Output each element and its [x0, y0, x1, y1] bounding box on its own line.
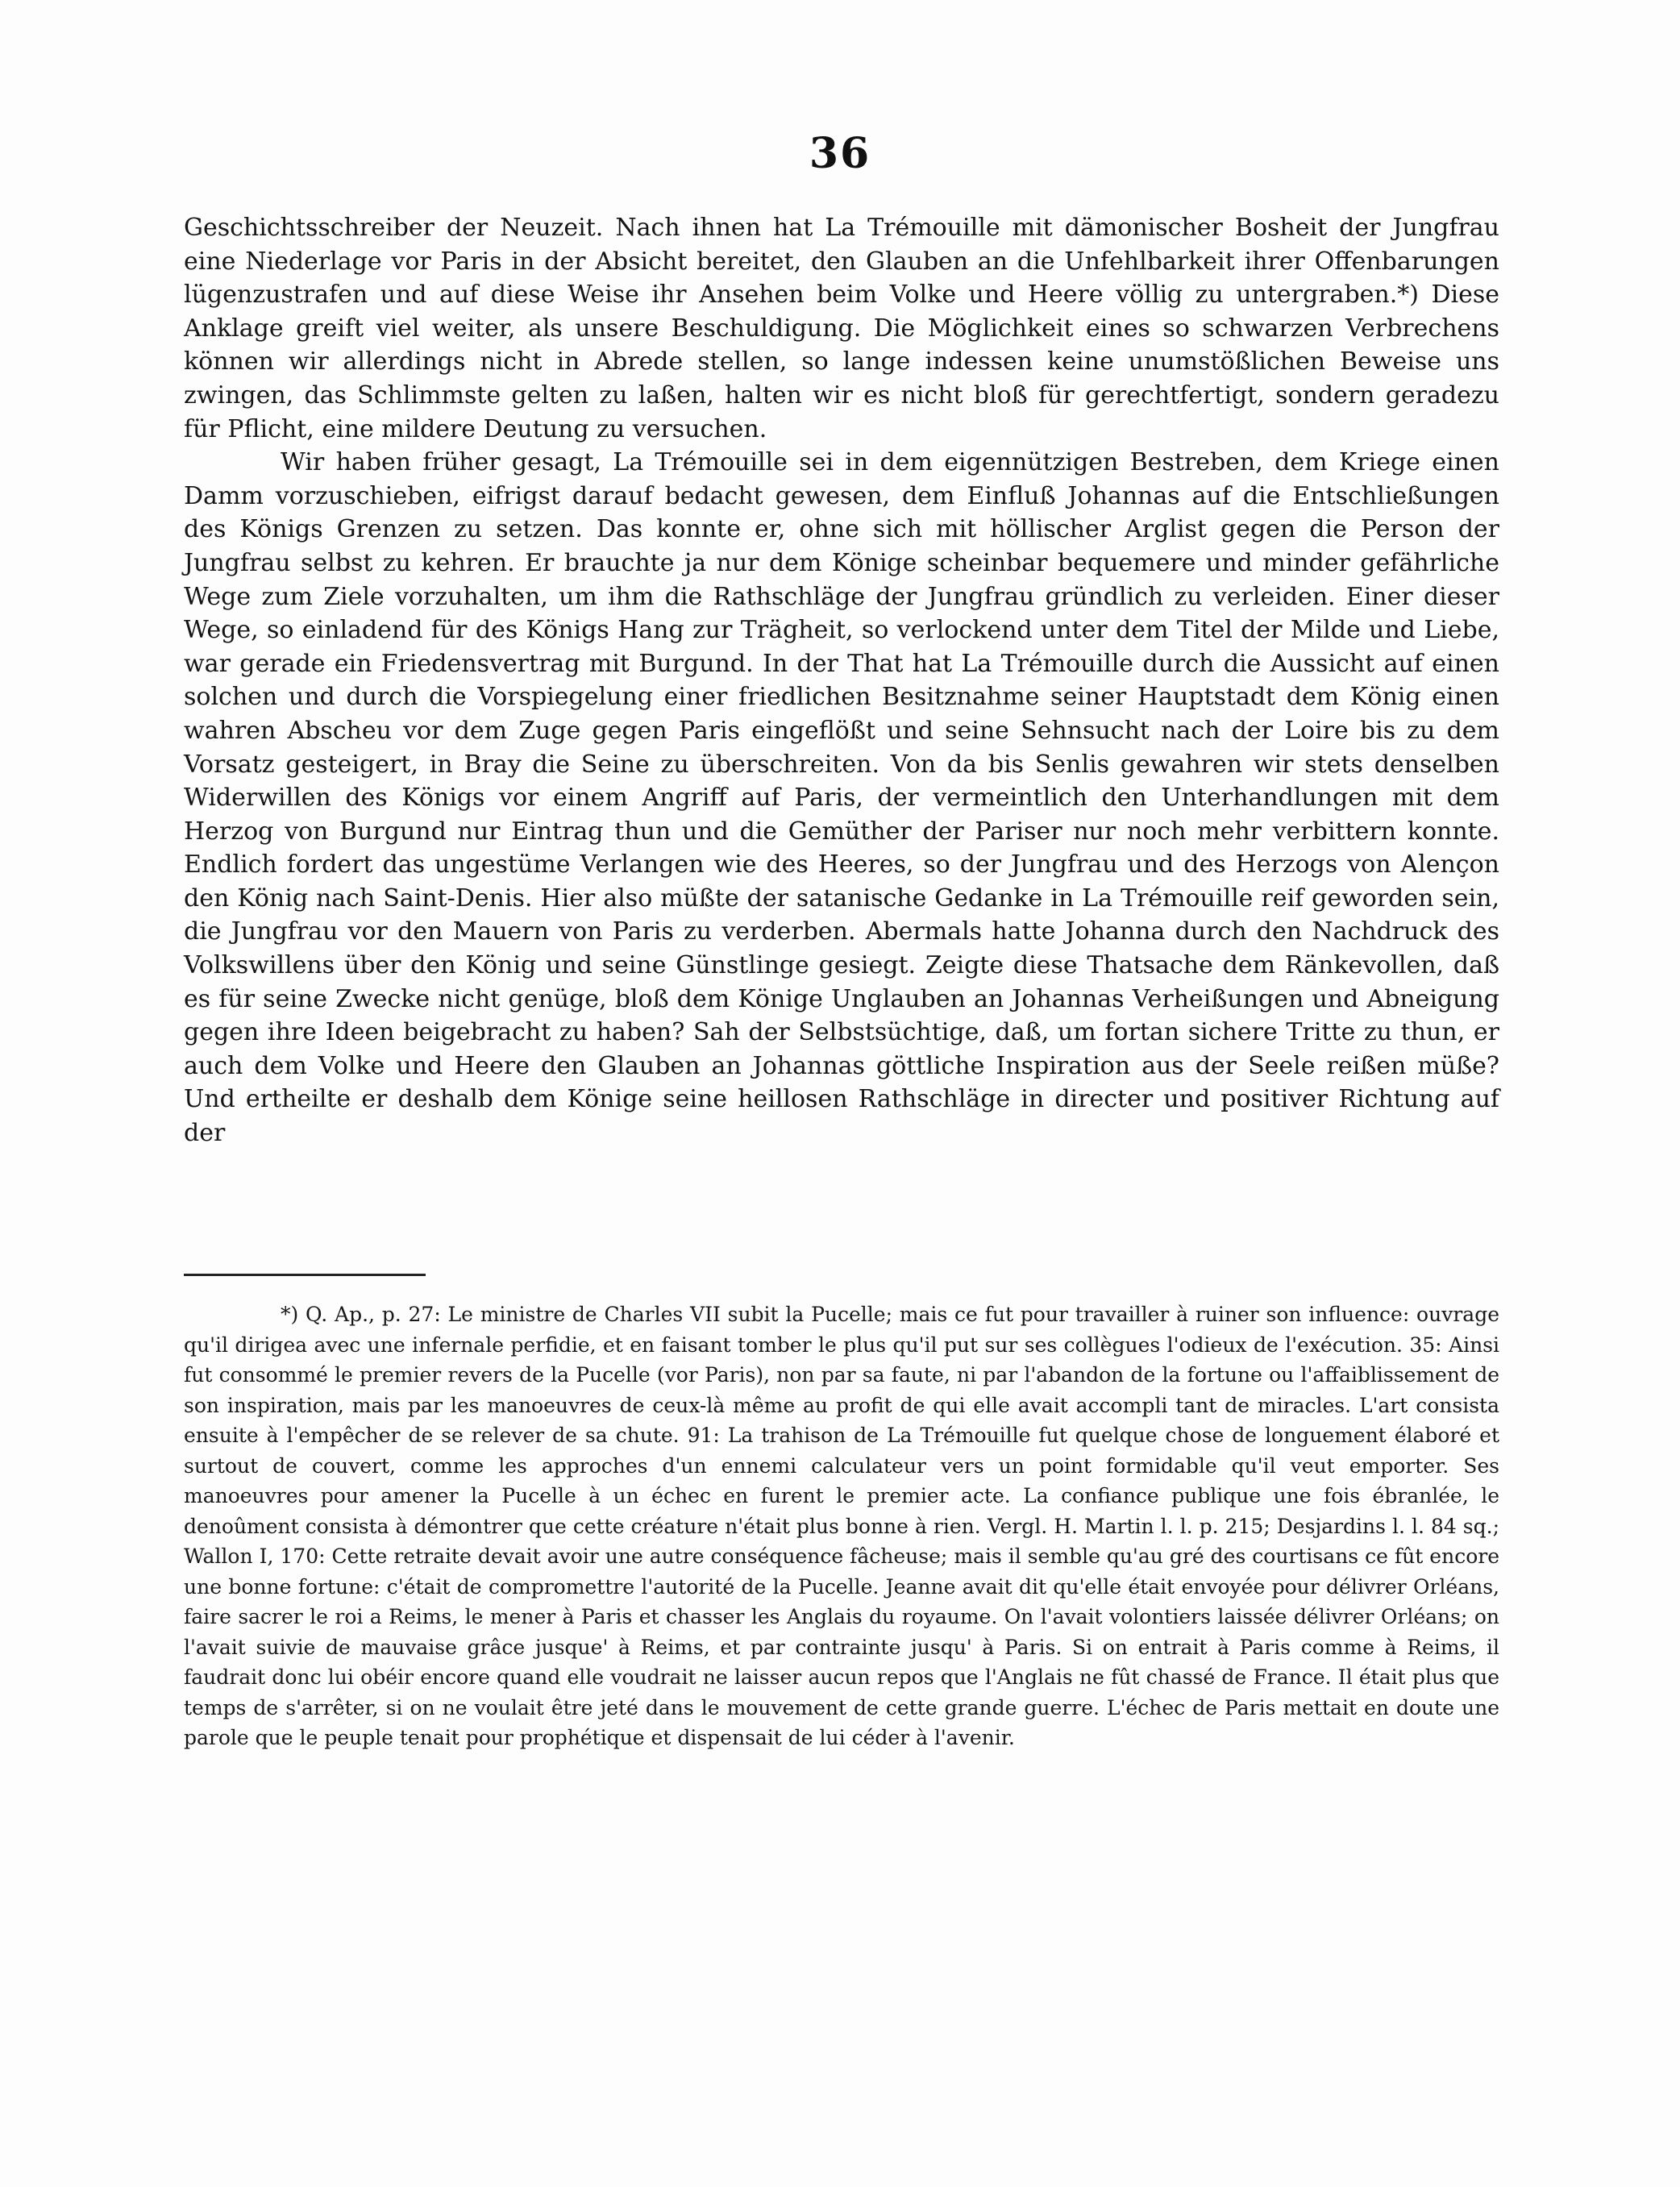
- footnote-text: *) Q. Ap., p. 27: Le ministre de Charles VII subit la Pucelle; mais ce fut pour travailler à ruiner son influence: ouvrage qu'il dirigea avec une infernale perfidie, et en faisant tomber le plus qu'il put sur ses collègues l'odieux de l'exécution. 35: Ainsi fut consommé le premier revers de la Pucelle (vor Paris), non par sa faute, ni par l'abandon de la fortune ou l'affaiblissement de son inspiration, mais par les manoeuvres de ceux-là même au profit de qui elle avait accompli tant de miracles. L'art consista ensuite à l'empêcher de se relever de sa chute. 91: La trahison de La Trémouille fut quelque chose de longuement élaboré et surtout de couvert, comme les approches d'un ennemi calculateur vers un point formidable qu'il veut emporter. Ses manoeuvres pour amener la Pucelle à un échec en furent le premier acte. La confiance publique une fois ébranlée, le denoûment consista à démontrer que cette créature n'était plus bonne à rien. Vergl. H. Martin l. l. p. 215; Desjardins l. l. 84 sq.; Wallon I, 170: Cette retraite devait avoir une autre conséquence fâcheuse; mais il semble qu'au gré des courtisans ce fût encore une bonne fortune: c'était de compromettre l'autorité de la Pucelle. Jeanne avait dit qu'elle était envoyée pour délivrer Orléans, faire sacrer le roi a Reims, le mener à Paris et chasser les Anglais du royaume. On l'avait volontiers laissée délivrer Orléans; on l'avait suivie de mauvaise grâce jusque' à Reims, et par contrainte jusqu' à Paris. Si on entrait à Paris comme à Reims, il faudrait donc lui obéir encore quand elle voudrait ne laisser aucun repos que l'Anglais ne fût chassé de France. Il était plus que temps de s'arrêter, si on ne voulait être jeté dans le mouvement de cette grande guerre. L'échec de Paris mettait en doute une parole que le peuple tenait pour prophétique et dispensait de lui céder à l'avenir.: [184, 1303, 1499, 1749]
- page-number: 36: [809, 129, 871, 178]
- main-paragraph-2: Wir haben früher gesagt, La Trémouille sei in dem eigennützigen Bestreben, dem Kriege einen Damm vorzuschieben, eifrigst darauf bedacht gewesen, dem Einfluß Johannas auf die Entschließungen des Königs Grenzen zu setzen. Das konnte er, ohne sich mit höllischer Arglist gegen die Person der Jungfrau selbst zu kehren. Er brauchte ja nur dem Könige scheinbar bequemere und minder gefährliche Wege zum Ziele vorzuhalten, um ihm die Rathschläge der Jungfrau gründlich zu verleiden. Einer dieser Wege, so einladend für des Königs Hang zur Trägheit, so verlockend unter dem Titel der Milde und Liebe, war gerade ein Friedensvertrag mit Burgund. In der That hat La Trémouille durch die Aussicht auf einen solchen und durch die Vorspiegelung einer friedlichen Besitznahme seiner Hauptstadt dem König einen wahren Abscheu vor dem Zuge gegen Paris eingeflößt und seine Sehnsucht nach der Loire bis zu dem Vorsatz gesteigert, in Bray die Seine zu überschreiten. Von da bis Senlis gewahren wir stets denselben Widerwillen des Königs vor einem Angriff auf Paris, der vermeintlich den Unterhandlungen mit dem Herzog von Burgund nur Eintrag thun und die Gemüther der Pariser nur noch mehr verbittern konnte. Endlich fordert das ungestüme Verlangen wie des Heeres, so der Jungfrau und des Herzogs von Alençon den König nach Saint-Denis. Hier also müßte der satanische Gedanke in La Trémouille reif geworden sein, die Jungfrau vor den Mauern von Paris zu verderben. Abermals hatte Johanna durch den Nachdruck des Volkswillens über den König und seine Günstlinge gesiegt. Zeigte diese Thatsache dem Ränkevollen, daß es für seine Zwecke nicht genüge, bloß dem Könige Unglauben an Johannas Verheißungen und Abneigung gegen ihre Ideen beigebracht zu haben? Sah der Selbstsüchtige, daß, um fortan sichere Tritte zu thun, er auch dem Volke und Heere den Glauben an Johannas göttliche Inspiration aus der Seele reißen müße? Und ertheilte er deshalb dem Könige seine heillosen Rathschläge in directer und positiver Richtung auf der: [184, 448, 1499, 1148]
- main-text: [184, 211, 1499, 1150]
- footnote-divider: [184, 1274, 426, 1276]
- footnote: [184, 1299, 1499, 1753]
- main-paragraph-1: Geschichtsschreiber der Neuzeit. Nach ihnen hat La Trémouille mit dämonischer Bosheit der Jungfrau eine Niederlage vor Paris in der Absicht bereitet, den Glauben an die Unfehlbarkeit ihrer Offenbarungen lügenzustrafen und auf diese Weise ihr Ansehen beim Volke und Heere völlig zu untergraben.*) Diese Anklage greift viel weiter, als unsere Beschuldigung. Die Möglichkeit eines so schwarzen Verbrechens können wir allerdings nicht in Abrede stellen, so lange indessen keine unumstößlichen Beweise uns zwingen, das Schlimmste gelten zu laßen, halten wir es nicht bloß für gerechtfertigt, sondern geradezu für Pflicht, eine mildere Deutung zu versuchen.: [184, 214, 1499, 443]
